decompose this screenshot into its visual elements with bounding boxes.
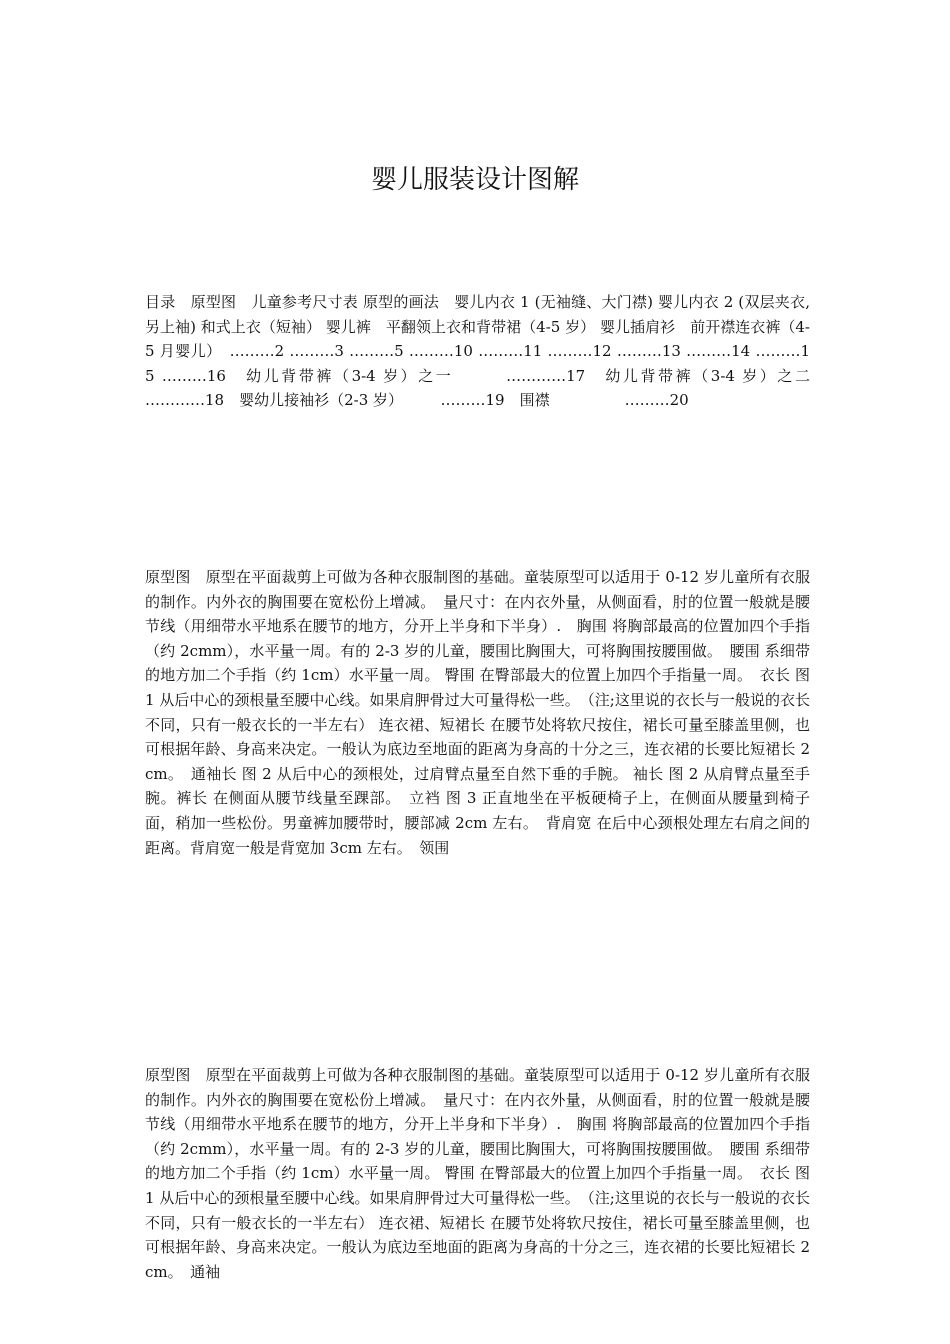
prototype-section-paragraph: 原型图 原型在平面裁剪上可做为各种衣服制图的基础。童装原型可以适用于 0-12 岁儿童所有衣服的制作。内外衣的胸围要在宽松份上增减。 量尺寸：在内衣外量，从侧面看，肘的位置一般就是腰节线（用细带水平地系在腰节的地方，分开上半身和下半身）. 胸围 将胸部最高的位置加四个手指（约 2cmm），水平量一周。有的 2-3 岁的儿童，腰围比胸围大，可将胸围按腰围做。 腰围 系细带的地方加二个手指（约 1cm）水平量一周。 臀围 在臀部最大的位置上加四个手指量一周。 衣长 图 1 从后中心的颈根量至腰中心线。如果肩胛骨过大可量得松一些。 （注;这里说的衣长与一般说的衣长不同，只有一般衣长的一半左右） 连衣裙、短裙长 在腰节处将软尺按住，裙长可量至膝盖里侧，也可根据年龄、身高来决定。一般认为底边至地面的距离为身高的十分之三，连衣裙的长要比短裙长 2cm。 通袖长 图 2 从后中心的颈根处，过肩臂点量至自然下垂的手腕。 袖长 图 2 从肩臂点量至手腕。裤长 在侧面从腰节线量至踝部。 立裆 图 3 正直地坐在平板硬椅子上，在侧面从腰量到椅子面，稍加一些松份。男童裤加腰带时，腰部减 2cm 左右。 背肩宽 在后中心颈根处理左右肩之间的距离。背肩宽一般是背宽加 3cm 左右。 领围 (145, 568, 810, 857)
table-of-contents: 目录 原型图 儿童参考尺寸表 原型的画法 婴儿内衣 1 (无袖缝、大门襟) 婴儿内衣 2 (双层夹衣,另上袖) 和式上衣（短袖） 婴儿裤 平翻领上衣和背带裙（4-5 岁） 婴儿插肩衫 前开襟连衣裤（4-5 月婴儿） ………2 ………3 ………5 ………10 ………11 ………12 ………13 ………14 ………15 ………16 幼儿背带裤（3-4 岁）之一 …………17 幼儿背带裤（3-4 岁）之二 …………18 婴幼儿接袖衫（2-3 岁） ………19 围襟 ………20 (145, 293, 856, 410)
prototype-section-paragraph-repeat: 原型图 原型在平面裁剪上可做为各种衣服制图的基础。童装原型可以适用于 0-12 岁儿童所有衣服的制作。内外衣的胸围要在宽松份上增减。 量尺寸：在内衣外量，从侧面看，肘的位置一般就是腰节线（用细带水平地系在腰节的地方，分开上半身和下半身）. 胸围 将胸部最高的位置加四个手指（约 2cmm），水平量一周。有的 2-3 岁的儿童，腰围比胸围大，可将胸围按腰围做。 腰围 系细带的地方加二个手指（约 1cm）水平量一周。 臀围 在臀部最大的位置上加四个手指量一周。 衣长 图 1 从后中心的颈根量至腰中心线。如果肩胛骨过大可量得松一些。 （注;这里说的衣长与一般说的衣长不同，只有一般衣长的一半左右） 连衣裙、短裙长 在腰节处将软尺按住，裙长可量至膝盖里侧，也可根据年龄、身高来决定。一般认为底边至地面的距离为身高的十分之三，连衣裙的长要比短裙长 2cm。 通袖 (145, 1066, 810, 1281)
document-title: 婴儿服装设计图解 (370, 165, 579, 195)
